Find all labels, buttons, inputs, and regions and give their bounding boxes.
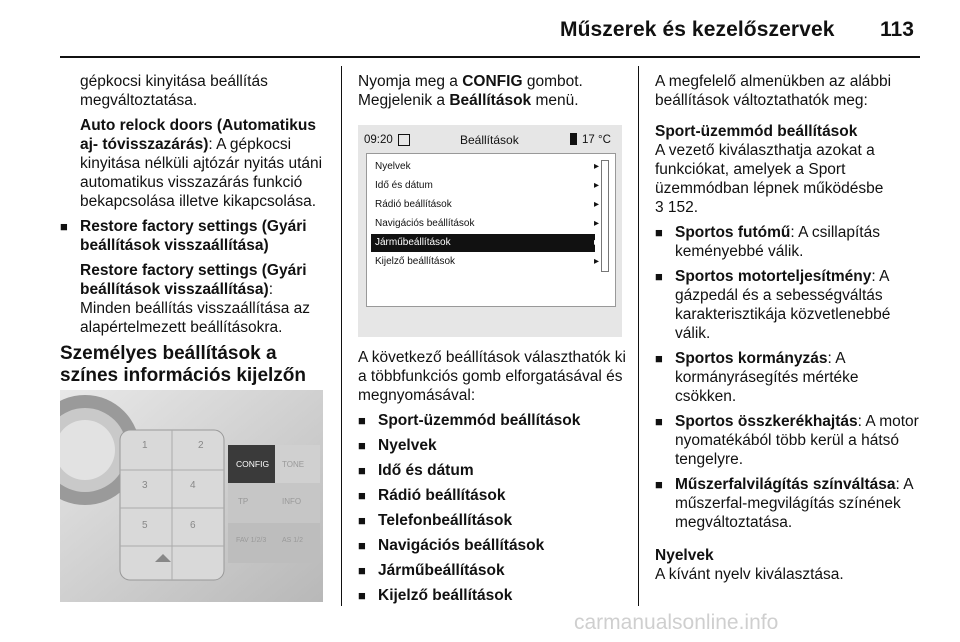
preset-2-label: 2 (198, 440, 204, 451)
screen-time: 09:20 (364, 134, 393, 146)
bullet-item: ■ Restore factory settings (Gyári beállítások visszaállítása) (60, 217, 325, 255)
preset-3-label: 3 (142, 480, 148, 491)
column-1 (60, 72, 325, 393)
bullet-item: ■ Sportos motorteljesítmény: A gázpedál és a sebességváltás karakterisztikája közvetlenebbé válik. (655, 267, 923, 343)
menu-item: Nyelvek ▸ (375, 161, 599, 172)
paragraph: Megjelenik a Beállítások menü. (358, 92, 579, 109)
phone-icon (570, 133, 577, 145)
scrollbar (601, 160, 609, 272)
bullet-item: ■ Sportos kormányzás: A kormányrásegítés mértéke csökken. (655, 349, 923, 406)
screen-header (364, 131, 614, 151)
menu-item: Kijelző beállítások ▸ (375, 256, 599, 267)
column-2-lower (358, 348, 630, 611)
info-button-label: INFO (282, 497, 302, 506)
paragraph: Nyomja meg a CONFIG gombot. (358, 73, 583, 90)
screen-icon (398, 134, 410, 146)
column-2 (358, 72, 628, 116)
config-button-label: CONFIG (236, 459, 270, 469)
bullet-item: ■ Járműbeállítások (358, 561, 630, 580)
description: : Minden beállítás visszaállítása az alapértelmezett beállításokra. (80, 281, 311, 336)
subheading: Sport-üzemmód beállítások (655, 123, 858, 140)
bullet-item: ■ Idő és dátum (358, 461, 630, 480)
paragraph (60, 116, 325, 211)
bullet-item: ■ Sport-üzemmód beállítások (358, 411, 630, 430)
paragraph: gépkocsi kinyitása beállítás megváltoztatása. (80, 73, 268, 109)
settings-menu (366, 153, 616, 307)
preset-6-label: 6 (190, 520, 196, 531)
section-heading: Személyes beállítások a színes információs kijelzőn (60, 343, 307, 386)
column-divider-2 (638, 66, 639, 606)
preset-1-label: 1 (142, 440, 148, 451)
bullet-item: ■ Telefonbeállítások (358, 511, 630, 530)
column-3 (655, 72, 923, 590)
bullet-item: ■ Rádió beállítások (358, 486, 630, 505)
bullet-item: ■ Sportos futómű: A csillapítás keményebbé válik. (655, 223, 923, 261)
preset-4-label: 4 (190, 480, 196, 491)
settings-screen-image (358, 125, 622, 337)
page-reference: 3 152. (655, 199, 699, 216)
term: Auto relock doors (Automatikus aj- tóvisszazárás) (80, 117, 316, 153)
paragraph: A megfelelő almenükben az alábbi beállítások változtathatók meg: (655, 73, 892, 109)
watermark: carmanualsonline.info (574, 611, 779, 634)
menu-item: Rádió beállítások ▸ (375, 199, 599, 210)
control-panel-photo (60, 390, 323, 602)
menu-item: Idő és dátum ▸ (375, 180, 599, 191)
as-button-label: AS 1/2 (282, 537, 304, 544)
bullet-item: ■ Nyelvek (358, 436, 630, 455)
screen-title: Beállítások (460, 133, 519, 147)
preset-5-label: 5 (142, 520, 148, 531)
tp-button-label: TP (238, 497, 249, 506)
term: Restore factory settings (Gyári beállítások visszaállítása) (80, 262, 307, 298)
tone-button-label: TONE (282, 460, 305, 469)
bullet-item: ■ Műszerfalvilágítás színváltása: A műszerfal-megvilágítás színének megváltoztatása. (655, 475, 923, 532)
paragraph (60, 261, 325, 337)
bullet-item: ■ Kijelző beállítások (358, 586, 630, 605)
paragraph: A vezető kiválaszthatja azokat a funkciókat, amelyek a Sport üzemmódban lépnek működésbe (655, 142, 884, 197)
paragraph: A következő beállítások választhatók ki a többfunkciós gomb elforgatásával és megnyomásával: (358, 349, 626, 404)
bullet-item: ■ Navigációs beállítások (358, 536, 630, 555)
column-divider-1 (341, 66, 342, 606)
paragraph: A kívánt nyelv kiválasztása. (655, 566, 844, 583)
fav-button-label: FAV 1/2/3 (236, 537, 267, 544)
description: : A gépkocsi kinyitása nélküli ajtózár nyitás utáni automatikus visszazárás funkció bekapcsolása illetve kikapcsolása. (80, 136, 323, 210)
menu-item-selected: Járműbeállítások ▸ (371, 234, 595, 252)
header-rule (60, 56, 920, 58)
menu-item: Navigációs beállítások ▸ (375, 218, 599, 229)
subheading: Nyelvek (655, 547, 714, 564)
page-number: 113 (880, 18, 914, 41)
screen-temp: 17 °C (582, 134, 611, 146)
page-header-title: Műszerek és kezelőszervek (560, 18, 835, 41)
bullet-item: ■ Sportos összkerékhajtás: A motor nyomatékából több kerül a hátsó tengelyre. (655, 412, 923, 469)
